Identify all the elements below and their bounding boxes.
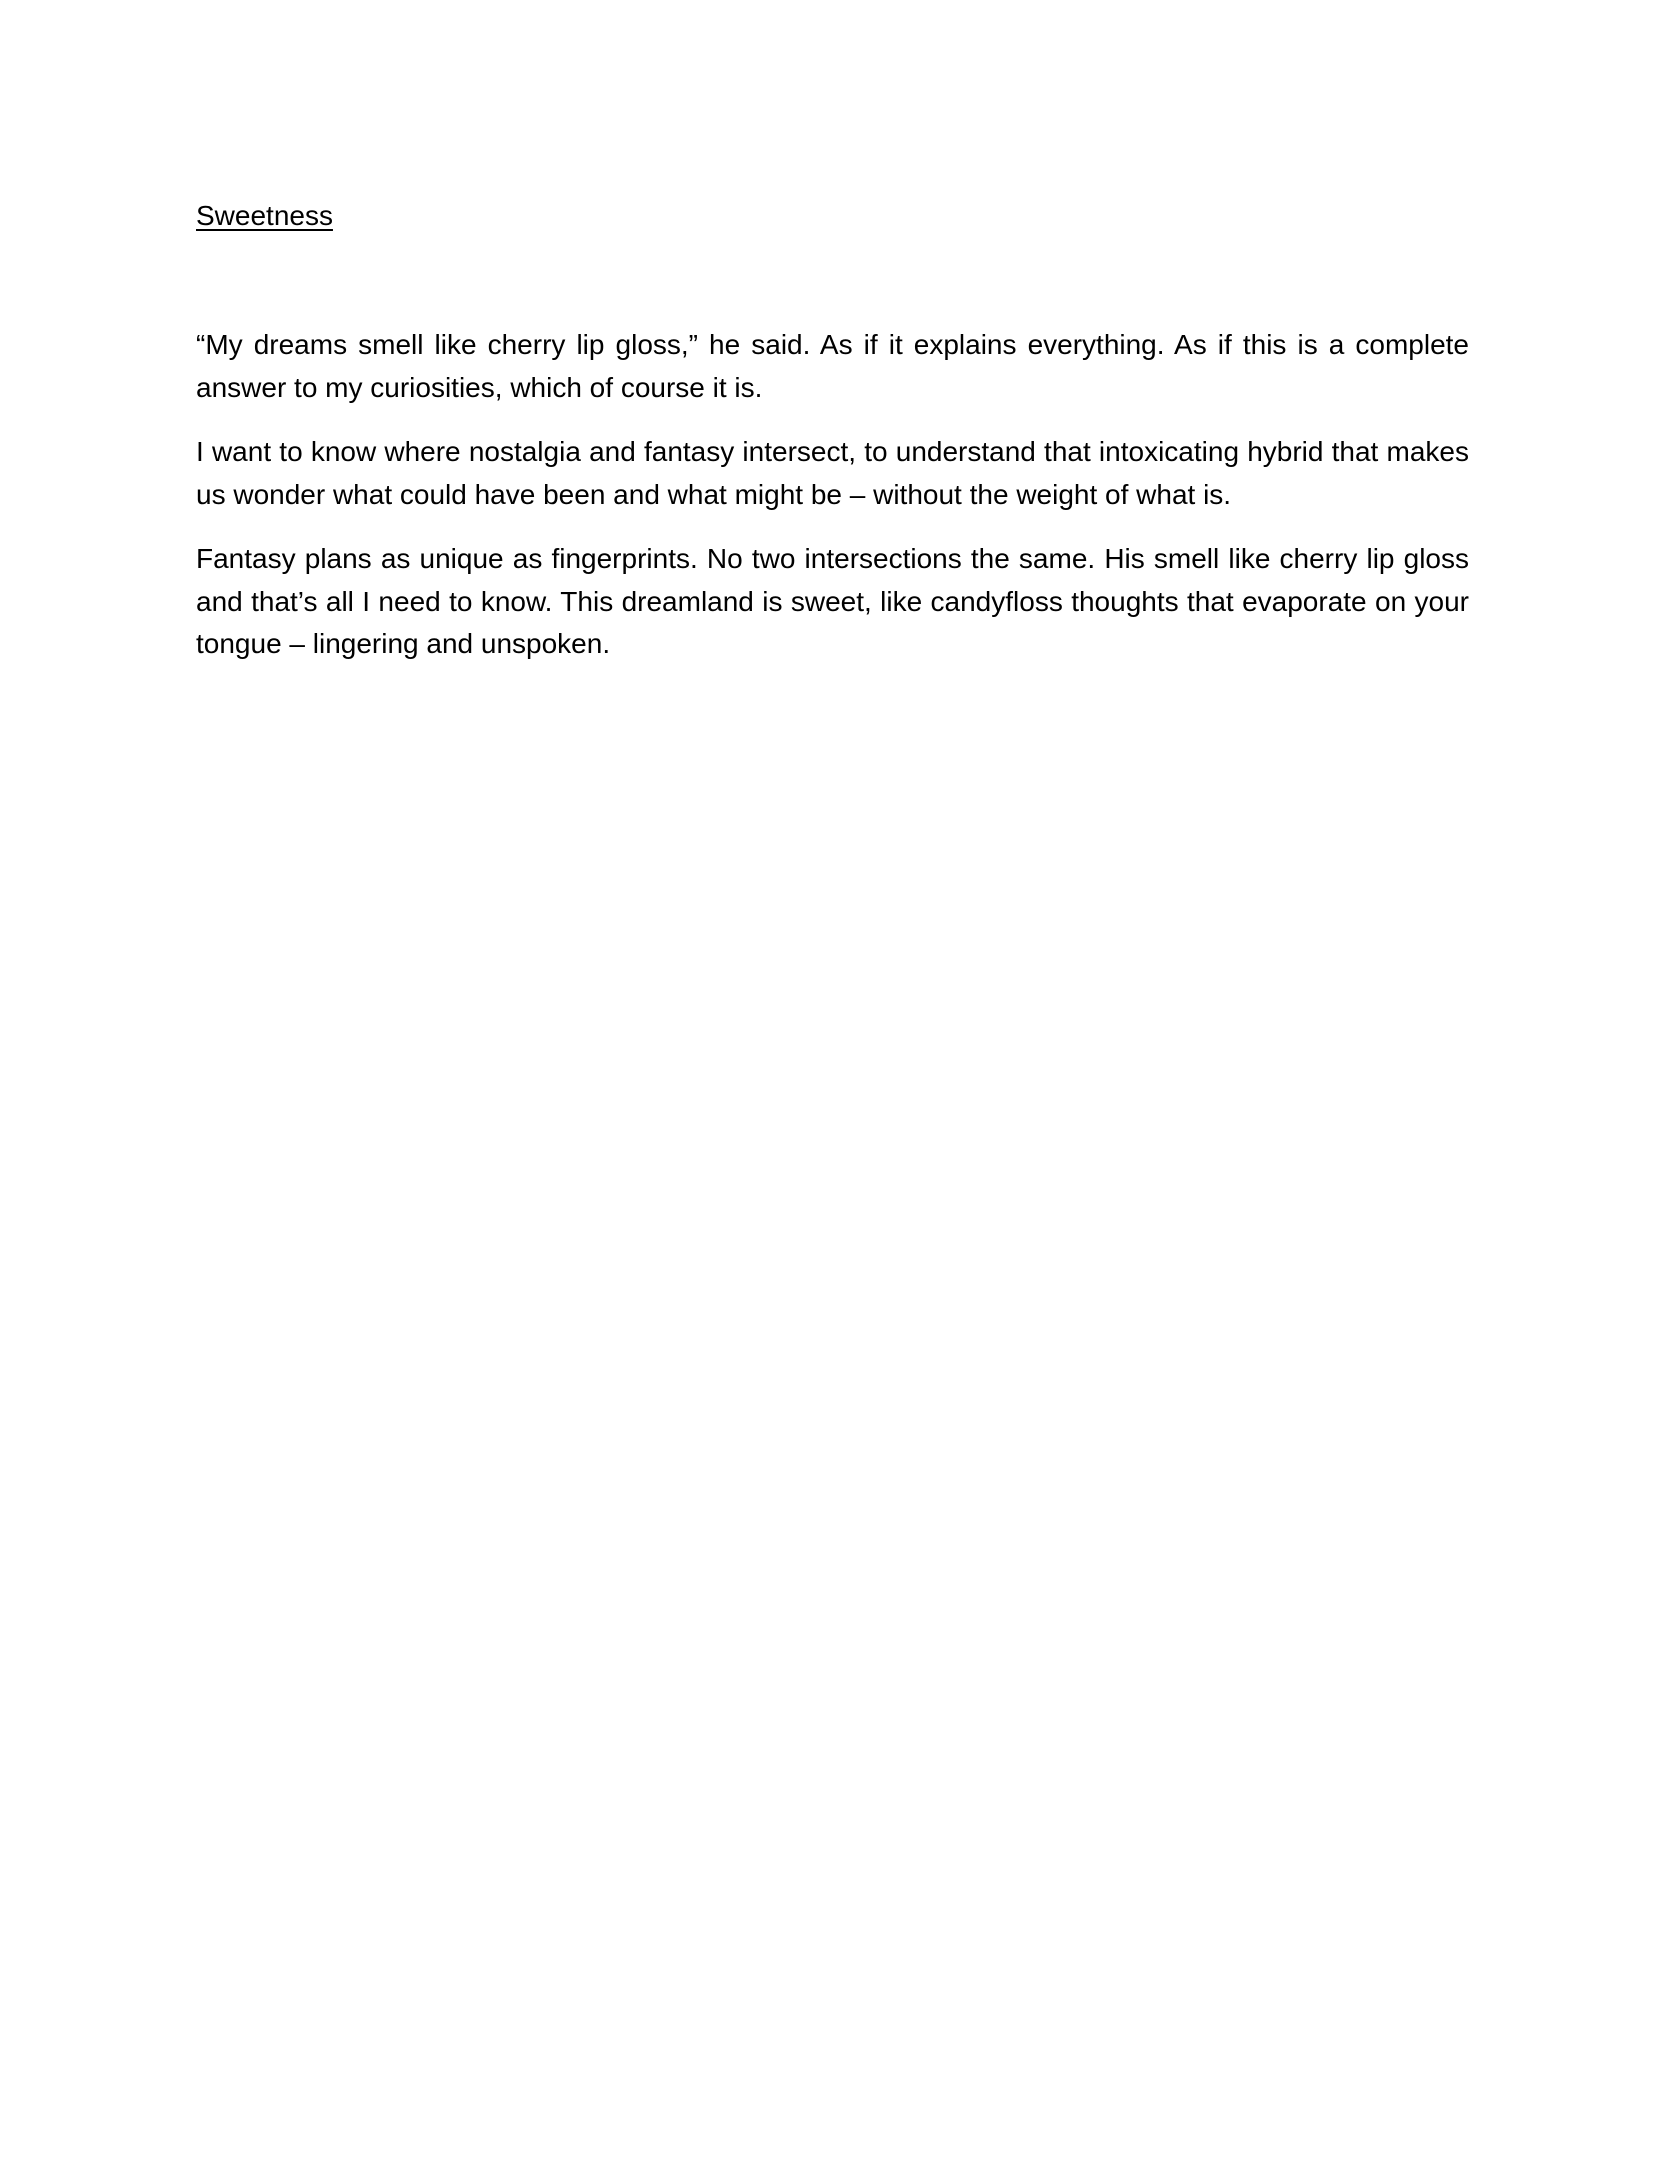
- document-title: Sweetness: [196, 200, 333, 231]
- paragraph-1: “My dreams smell like cherry lip gloss,” he said. As if it explains everything. As if this is a complete answer to my curiosities, which of course it is.: [196, 329, 1469, 403]
- paragraph-3: Fantasy plans as unique as fingerprints. No two intersections the same. His smell like cherry lip gloss and that’s all I need to know. This dreamland is sweet, like candyfloss thoughts that evaporate on your tongue – lingering and unspoken.: [196, 543, 1469, 659]
- paragraph-2: I want to know where nostalgia and fantasy intersect, to understand that intoxicating hybrid that makes us wonder what could have been and what might be – without the weight of what is.: [196, 436, 1469, 510]
- document-body: [196, 196, 1469, 688]
